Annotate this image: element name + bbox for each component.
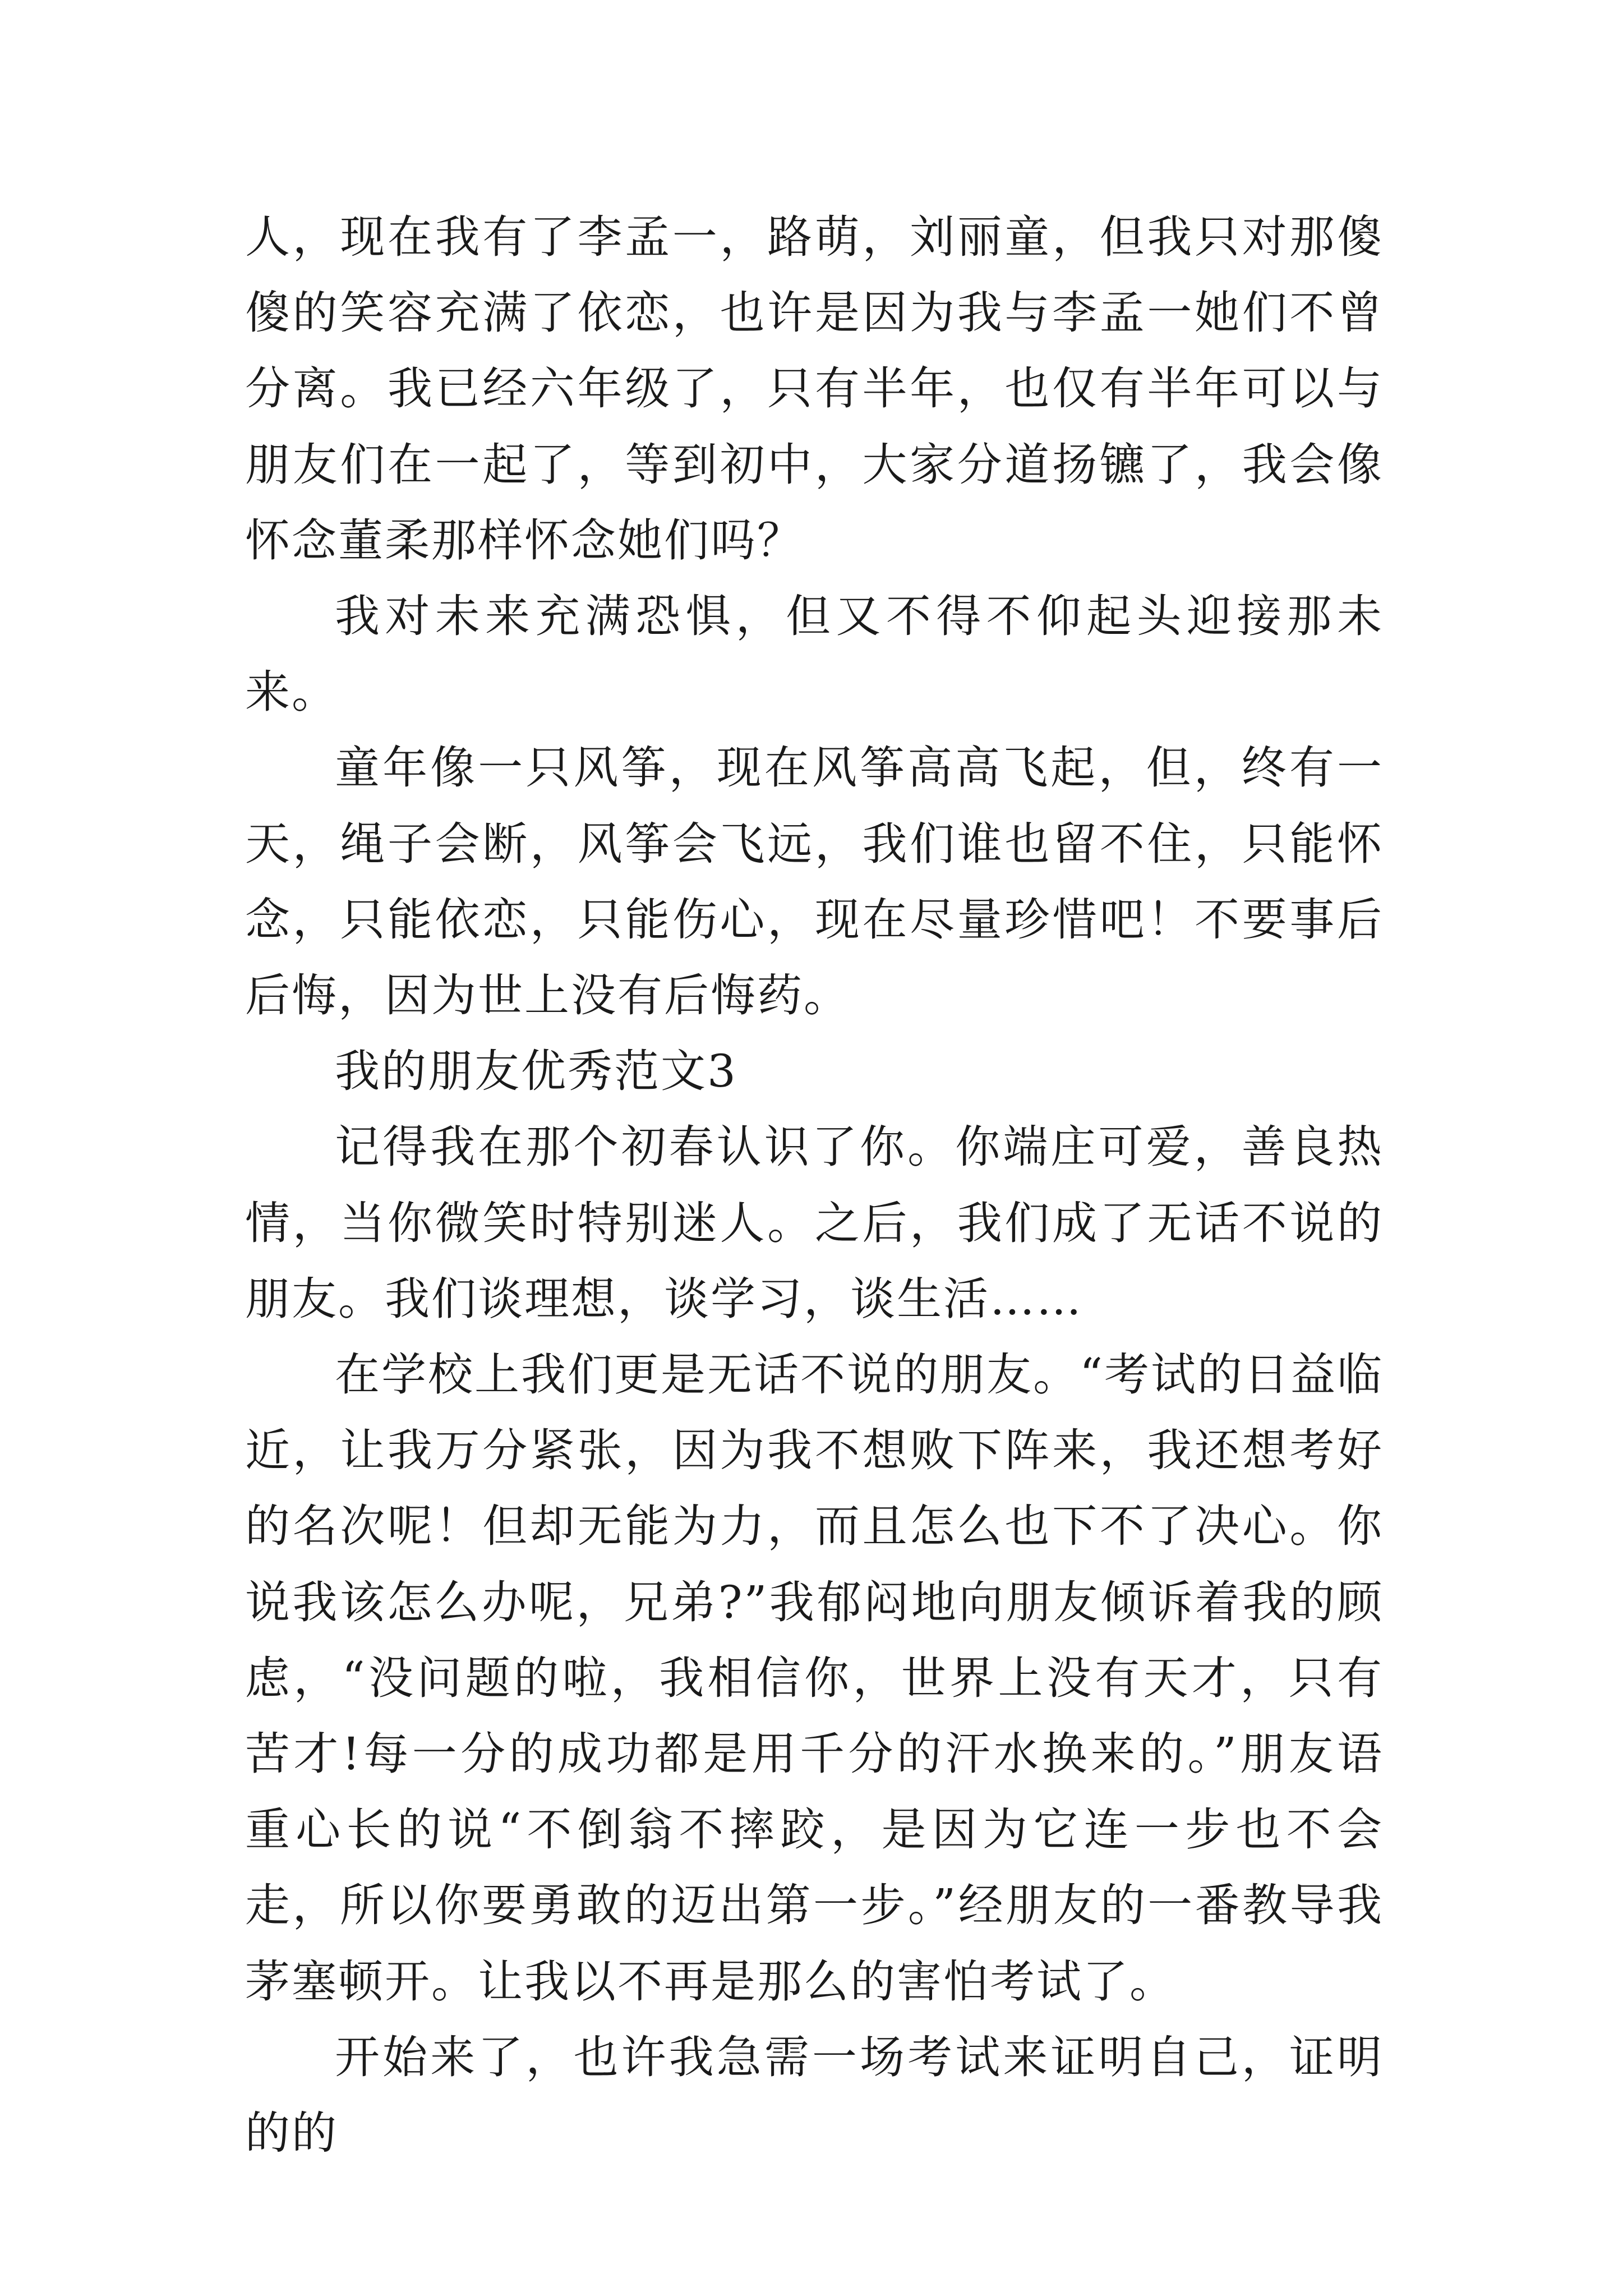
paragraph-1: 人，现在我有了李孟一，路萌，刘丽童，但我只对那傻傻的笑容充满了依恋，也许是因为我与李孟一她们不曾分离。我已经六年级了，只有半年，也仅有半年可以与朋友们在一起了，等到初中，大家分道扬镳了，我会像怀念董柔那样怀念她们吗？ — [245, 211, 1384, 567]
section-heading: 我的朋友优秀范文3 — [335, 1045, 737, 1098]
paragraph-3: 童年像一只风筝，现在风筝高高飞起，但，终有一天，绳子会断，风筝会飞远，我们谁也留不住，只能怀念，只能依恋，只能伤心，现在尽量珍惜吧！不要事后后悔，因为世上没有后悔药。 — [245, 742, 1384, 1022]
document-body — [245, 199, 1384, 2171]
paragraph-6: 开始来了，也许我急需一场考试来证明自己，证明的的 — [245, 2031, 1384, 2160]
paragraph-4: 记得我在那个初春认识了你。你端庄可爱，善良热情，当你微笑时特别迷人。之后，我们成了无话不说的朋友。我们谈理想，谈学习，谈生活…… — [245, 1121, 1384, 1325]
paragraph-5: 在学校上我们更是无话不说的朋友。“考试的日益临近，让我万分紧张，因为我不想败下阵来，我还想考好的名次呢！但却无能为力，而且怎么也下不了决心。你说我该怎么办呢，兄弟?”我郁闷地向朋友倾诉着我的顾虑，“没问题的啦，我相信你，世界上没有天才，只有苦才!每一分的成功都是用千分的汗水换来的。”朋友语重心长的说“不倒翁不摔跤，是因为它连一步也不会走，所以你要勇敢的迈出第一步。”经朋友的一番教导我茅塞顿开。让我以不再是那么的害怕考试了。 — [245, 1349, 1384, 2008]
paragraph-2: 我对未来充满恐惧，但又不得不仰起头迎接那未来。 — [245, 590, 1384, 719]
